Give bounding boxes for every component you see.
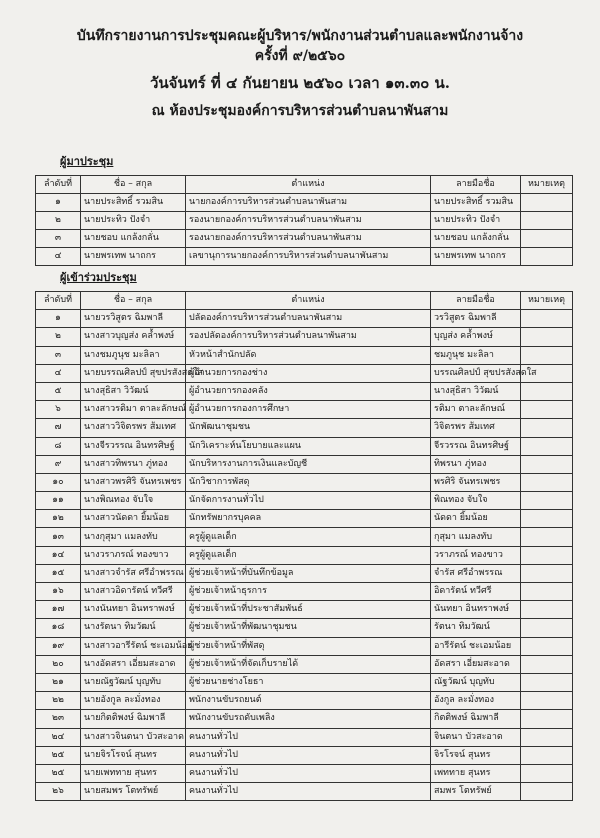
- person-name: นางกุสุมา แมลงทับ: [81, 528, 186, 546]
- row-number: ๑๕: [36, 564, 81, 582]
- person-name: นางวราภรณ์ ทองขาว: [81, 546, 186, 564]
- signature-cell: จิรโรจน์ สุนทร: [431, 746, 521, 764]
- person-name: นายชอบ แกล้งกลั่น: [81, 230, 186, 248]
- position-title: ผู้อำนวยการกองคลัง: [186, 382, 431, 400]
- position-title: นักจัดการงานทั่วไป: [186, 492, 431, 510]
- row-number: ๒๐: [36, 655, 81, 673]
- position-title: นักบริหารงานการเงินและบัญชี: [186, 455, 431, 473]
- person-name: นางสาวนัดดา ยิ้มน้อย: [81, 510, 186, 528]
- note-cell: [521, 437, 573, 455]
- note-cell: [521, 528, 573, 546]
- row-number: ๒๖: [36, 783, 81, 801]
- row-number: ๘: [36, 437, 81, 455]
- row-number: ๒๔: [36, 728, 81, 746]
- person-name: นางสาวจำรัส ศรีอำพรรณ: [81, 564, 186, 582]
- table-row: [36, 437, 573, 455]
- attendees-section-title: ผู้เข้าร่วมประชุม: [60, 271, 137, 284]
- row-number: ๑๐: [36, 473, 81, 491]
- row-number: ๒๒: [36, 692, 81, 710]
- position-title: นักวิชาการพัสดุ: [186, 473, 431, 491]
- position-title: ผู้อำนวยการกองช่าง: [186, 364, 431, 382]
- note-cell: [521, 764, 573, 782]
- table-row: [36, 528, 573, 546]
- note-cell: [521, 419, 573, 437]
- person-name: นางสาวอิดารัตน์ ทวีศรี: [81, 583, 186, 601]
- row-number: ๑๑: [36, 492, 81, 510]
- position-title: คนงานทั่วไป: [186, 728, 431, 746]
- table-row: [36, 382, 573, 400]
- row-number: ๑: [36, 310, 81, 328]
- signature-cell: สมพร โตทรัพย์: [431, 783, 521, 801]
- table-row: [36, 746, 573, 764]
- signature-cell: กุสุมา แมลงทับ: [431, 528, 521, 546]
- row-number: ๕: [36, 382, 81, 400]
- person-name: นายอังกูล ละมั่งทอง: [81, 692, 186, 710]
- table-row: [36, 492, 573, 510]
- position-title: นักพัฒนาชุมชน: [186, 419, 431, 437]
- person-name: นายวรวิสูตร ฉิมพาลี: [81, 310, 186, 328]
- note-cell: [521, 583, 573, 601]
- row-number: ๔: [36, 364, 81, 382]
- position-title: คนงานทั่วไป: [186, 746, 431, 764]
- table-row: [36, 401, 573, 419]
- table-row: [36, 710, 573, 728]
- person-name: นางนันทยา อินทราพงษ์: [81, 601, 186, 619]
- column-header: ลายมือชื่อ: [431, 292, 521, 310]
- position-title: รองนายกองค์การบริหารส่วนตำบลนาพันสาม: [186, 212, 431, 230]
- table-row: [36, 764, 573, 782]
- table-row: [36, 673, 573, 691]
- row-number: ๑๔: [36, 546, 81, 564]
- table-row: [36, 328, 573, 346]
- row-number: ๓: [36, 346, 81, 364]
- note-cell: [521, 637, 573, 655]
- column-header: ลำดับที่: [36, 292, 81, 310]
- person-name: นายกิตติพงษ์ ฉิมพาลี: [81, 710, 186, 728]
- note-cell: [521, 692, 573, 710]
- note-cell: [521, 673, 573, 691]
- table-row: [36, 601, 573, 619]
- signature-cell: นางสุธิสา วิวัฒน์: [431, 382, 521, 400]
- person-name: นางชมภูนุช มะลิลา: [81, 346, 186, 364]
- signature-cell: อิดารัตน์ ทวีศรี: [431, 583, 521, 601]
- column-header: หมายเหตุ: [521, 176, 573, 194]
- admin-attendance-table: [35, 175, 573, 266]
- note-cell: [521, 510, 573, 528]
- signature-cell: อัดสรา เอี่ยมสะอาด: [431, 655, 521, 673]
- note-cell: [521, 401, 573, 419]
- signature-cell: รัตนา ทิมวัฒน์: [431, 619, 521, 637]
- meeting-number: ครั้งที่ ๙/๒๕๖๐: [254, 48, 346, 64]
- column-header: ลายมือชื่อ: [431, 176, 521, 194]
- signature-cell: ชมภูนุช มะลิลา: [431, 346, 521, 364]
- note-cell: [521, 619, 573, 637]
- position-title: นักทรัพยากรบุคคล: [186, 510, 431, 528]
- note-cell: [521, 655, 573, 673]
- signature-cell: บุญส่ง คล้ำพงษ์: [431, 328, 521, 346]
- table-header-row: [36, 292, 573, 310]
- note-cell: [521, 473, 573, 491]
- row-number: ๒: [36, 212, 81, 230]
- position-title: นักวิเคราะห์นโยบายและแผน: [186, 437, 431, 455]
- note-cell: [521, 455, 573, 473]
- position-title: รองนายกองค์การบริหารส่วนตำบลนาพันสาม: [186, 230, 431, 248]
- row-number: ๔: [36, 248, 81, 266]
- position-title: ครูผู้ดูแลเด็ก: [186, 528, 431, 546]
- row-number: ๗: [36, 419, 81, 437]
- table-row: [36, 364, 573, 382]
- meeting-date-time: วันจันทร์ ที่ ๔ กันยายน ๒๕๖๐ เวลา ๑๓.๓๐ น.: [149, 74, 450, 92]
- person-name: นางสาวจินตนา บัวสะอาด: [81, 728, 186, 746]
- position-title: ผู้ช่วยเจ้าหน้าที่จัดเก็บรายได้: [186, 655, 431, 673]
- table-row: [36, 619, 573, 637]
- row-number: ๙: [36, 455, 81, 473]
- table-row: [36, 455, 573, 473]
- note-cell: [521, 346, 573, 364]
- table-row: [36, 310, 573, 328]
- row-number: ๑๓: [36, 528, 81, 546]
- position-title: นายกองค์การบริหารส่วนตำบลนาพันสาม: [186, 194, 431, 212]
- column-header: หมายเหตุ: [521, 292, 573, 310]
- person-name: นางจีรวรรณ อินทรศิษฐ์: [81, 437, 186, 455]
- position-title: ผู้อำนวยการกองการศึกษา: [186, 401, 431, 419]
- signature-cell: อารีรัตน์ ชะเอมน้อย: [431, 637, 521, 655]
- note-cell: [521, 310, 573, 328]
- note-cell: [521, 783, 573, 801]
- column-header: ลำดับที่: [36, 176, 81, 194]
- row-number: ๑๗: [36, 601, 81, 619]
- position-title: เลขานุการนายกองค์การบริหารส่วนตำบลนาพันสาม: [186, 248, 431, 266]
- note-cell: [521, 248, 573, 266]
- signature-cell: วราภรณ์ ทองขาว: [431, 546, 521, 564]
- table-row: [36, 783, 573, 801]
- row-number: ๒๕: [36, 746, 81, 764]
- row-number: ๑๒: [36, 510, 81, 528]
- admin-section-title: ผู้มาประชุม: [60, 155, 114, 168]
- row-number: ๑: [36, 194, 81, 212]
- note-cell: [521, 601, 573, 619]
- table-row: [36, 728, 573, 746]
- person-name: นางสาวบุญส่ง คล้ำพงษ์: [81, 328, 186, 346]
- column-header: ตำแหน่ง: [186, 292, 431, 310]
- table-row: [36, 655, 573, 673]
- table-row: [36, 583, 573, 601]
- document-title: บันทึกรายงานการประชุมคณะผู้บริหาร/พนักงานส่วนตำบลและพนักงานจ้าง: [76, 28, 524, 44]
- signature-cell: กิตติพงษ์ ฉิมพาลี: [431, 710, 521, 728]
- signature-cell: จีรวรรณ อินทรศิษฐ์: [431, 437, 521, 455]
- signature-cell: วิจิตรพร ส้มเทศ: [431, 419, 521, 437]
- table-row: [36, 564, 573, 582]
- table-row: [36, 419, 573, 437]
- table-row: [36, 248, 573, 266]
- person-name: นางสาวอารีรัตน์ ชะเอมน้อย: [81, 637, 186, 655]
- signature-cell: นายประทิว ปังจำ: [431, 212, 521, 230]
- row-number: ๒๓: [36, 710, 81, 728]
- person-name: นายประสิทธิ์ รวมสิน: [81, 194, 186, 212]
- person-name: นางสาววิจิตรพร ส้มเทศ: [81, 419, 186, 437]
- table-header-row: [36, 176, 573, 194]
- note-cell: [521, 564, 573, 582]
- note-cell: [521, 194, 573, 212]
- row-number: ๑๖: [36, 583, 81, 601]
- note-cell: [521, 746, 573, 764]
- table-row: [36, 473, 573, 491]
- column-header: ชื่อ – สกุล: [81, 292, 186, 310]
- position-title: คนงานทั่วไป: [186, 764, 431, 782]
- row-number: ๑๙: [36, 637, 81, 655]
- note-cell: [521, 546, 573, 564]
- signature-cell: พิณทอง จับใจ: [431, 492, 521, 510]
- signature-cell: นายประสิทธิ์ รวมสิน: [431, 194, 521, 212]
- table-row: [36, 510, 573, 528]
- note-cell: [521, 212, 573, 230]
- note-cell: [521, 328, 573, 346]
- position-title: ผู้ช่วยเจ้าหน้าที่พัฒนาชุมชน: [186, 619, 431, 637]
- signature-cell: รติมา ตาละลักษณ์: [431, 401, 521, 419]
- signature-cell: นายพรเทพ นาถกร: [431, 248, 521, 266]
- meeting-venue: ณ ห้องประชุมองค์การบริหารส่วนตำบลนาพันสาม: [151, 103, 449, 119]
- table-row: [36, 212, 573, 230]
- signature-cell: นายชอบ แกล้งกลั่น: [431, 230, 521, 248]
- person-name: นางสาวพรศิริ จันทรเพชร: [81, 473, 186, 491]
- signature-cell: อังกูล ละมั่งทอง: [431, 692, 521, 710]
- signature-cell: ทิพรนา ภู่ทอง: [431, 455, 521, 473]
- position-title: คนงานทั่วไป: [186, 783, 431, 801]
- position-title: ผู้ช่วยนายช่างโยธา: [186, 673, 431, 691]
- table-row: [36, 346, 573, 364]
- signature-cell: นัดดา ยิ้มน้อย: [431, 510, 521, 528]
- person-name: นางสุธิสา วิวัฒน์: [81, 382, 186, 400]
- note-cell: [521, 382, 573, 400]
- person-name: นางสาวรติมา ตาละลักษณ์: [81, 401, 186, 419]
- position-title: ปลัดองค์การบริหารส่วนตำบลนาพันสาม: [186, 310, 431, 328]
- note-cell: [521, 710, 573, 728]
- attendees-table: [35, 291, 573, 801]
- person-name: นางอัดสรา เอี่ยมสะอาด: [81, 655, 186, 673]
- person-name: นายประทิว ปังจำ: [81, 212, 186, 230]
- table-row: [36, 194, 573, 212]
- position-title: รองปลัดองค์การบริหารส่วนตำบลนาพันสาม: [186, 328, 431, 346]
- person-name: นายพรเทพ นาถกร: [81, 248, 186, 266]
- signature-cell: พรศิริ จันทรเพชร: [431, 473, 521, 491]
- row-number: ๑๘: [36, 619, 81, 637]
- person-name: นายสมพร โตทรัพย์: [81, 783, 186, 801]
- person-name: นายบรรณศิลปป์ สุขปรสังสดใส: [81, 364, 186, 382]
- row-number: ๒๕: [36, 764, 81, 782]
- row-number: ๒: [36, 328, 81, 346]
- signature-cell: ณัฐวัฒน์ บุญทับ: [431, 673, 521, 691]
- signature-cell: จำรัส ศรีอำพรรณ: [431, 564, 521, 582]
- column-header: ชื่อ – สกุล: [81, 176, 186, 194]
- signature-cell: จินตนา บัวสะอาด: [431, 728, 521, 746]
- person-name: นายณัฐวัฒน์ บุญทับ: [81, 673, 186, 691]
- person-name: นายจิรโรจน์ สุนทร: [81, 746, 186, 764]
- position-title: ผู้ช่วยเจ้าหน้าธุรการ: [186, 583, 431, 601]
- note-cell: [521, 230, 573, 248]
- person-name: นายเพททาย สุนทร: [81, 764, 186, 782]
- position-title: ครูผู้ดูแลเด็ก: [186, 546, 431, 564]
- person-name: นางรัตนา ทิมวัฒน์: [81, 619, 186, 637]
- signature-cell: นันทยา อินทราพงษ์: [431, 601, 521, 619]
- signature-cell: บรรณศิลปป์ สุขปรสังสดใส: [431, 364, 521, 382]
- person-name: นางสาวทิพรนา ภู่ทอง: [81, 455, 186, 473]
- table-row: [36, 230, 573, 248]
- row-number: ๓: [36, 230, 81, 248]
- table-row: [36, 692, 573, 710]
- position-title: ผู้ช่วยเจ้าหน้าที่พัสดุ: [186, 637, 431, 655]
- row-number: ๖: [36, 401, 81, 419]
- signature-cell: เพททาย สุนทร: [431, 764, 521, 782]
- position-title: ผู้ช่วยเจ้าหน้าที่บันทึกข้อมูล: [186, 564, 431, 582]
- table-row: [36, 546, 573, 564]
- position-title: หัวหน้าสำนักปลัด: [186, 346, 431, 364]
- note-cell: [521, 492, 573, 510]
- position-title: พนักงานขับรถยนต์: [186, 692, 431, 710]
- person-name: นางพิณทอง จับใจ: [81, 492, 186, 510]
- position-title: พนักงานขับรถดับเพลิง: [186, 710, 431, 728]
- signature-cell: วรวิสูตร ฉิมพาลี: [431, 310, 521, 328]
- note-cell: [521, 728, 573, 746]
- position-title: ผู้ช่วยเจ้าหน้าที่ประชาสัมพันธ์: [186, 601, 431, 619]
- table-row: [36, 637, 573, 655]
- column-header: ตำแหน่ง: [186, 176, 431, 194]
- row-number: ๒๑: [36, 673, 81, 691]
